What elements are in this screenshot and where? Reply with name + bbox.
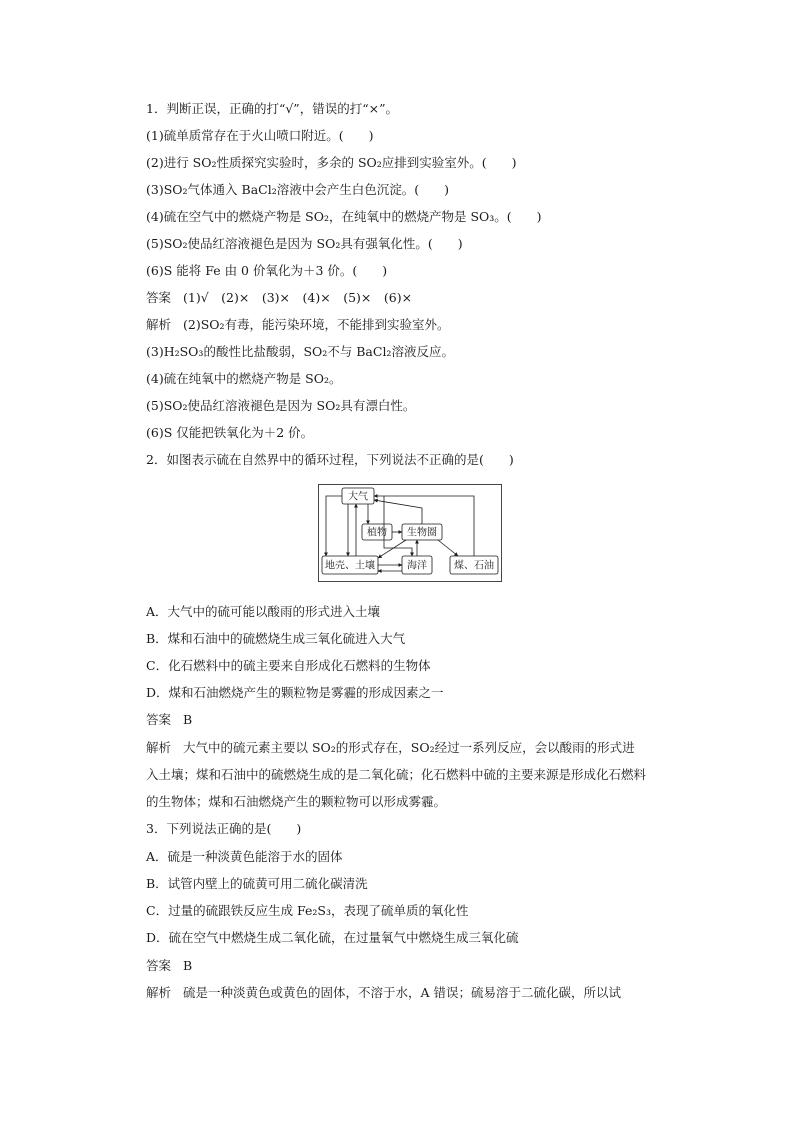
q2-option-a: A．大气中的硫可能以酸雨的形式进入土壤: [146, 604, 381, 619]
node-atmosphere: [342, 488, 374, 504]
q3-answer: [146, 958, 192, 974]
q1-analysis-line-3: (4)硫在纯氧中的燃烧产物是 SO₂。: [146, 371, 342, 386]
q1-item-6: (6)S 能将 Fe 由 0 价氧化为＋3 价。( ): [146, 263, 388, 278]
q1-analysis-line-4: (5)SO₂使品红溶液褪色是因为 SO₂具有漂白性。: [146, 398, 416, 413]
q2-analysis-first: [146, 740, 635, 756]
node-atmosphere-label: 大气: [348, 491, 368, 503]
analysis-label: 解析: [146, 317, 172, 332]
sulfur-cycle-diagram: [318, 484, 502, 582]
q2-title: 2．如图表示硫在自然界中的循环过程，下列说法不正确的是( ): [146, 452, 514, 467]
q3-option-b: B．试管内壁上的硫黄可用二硫化碳清洗: [146, 876, 368, 891]
q3-title: 3．下列说法正确的是( ): [146, 821, 302, 836]
q3-option-d: D．硫在空气中燃烧生成二氧化硫，在过量氧气中燃烧生成三氧化硫: [146, 930, 519, 945]
q1-item-2: (2)进行 SO₂性质探究实验时，多余的 SO₂应排到实验室外。( ): [146, 155, 517, 170]
q3-analysis-line-1: 硫是一种淡黄色或黄色的固体，不溶于水，A 错误；硫易溶于二硫化碳，所以试: [183, 985, 622, 1000]
node-coal-oil-label: 煤、石油: [454, 560, 494, 572]
q1-item-5: (5)SO₂使品红溶液褪色是因为 SO₂具有强氧化性。( ): [146, 236, 463, 251]
node-biosphere-label: 生物圈: [407, 527, 437, 539]
answer-label: 答案: [146, 290, 172, 305]
q3-analysis-first: [146, 985, 621, 1001]
node-crust-soil-label: 地壳、土壤: [325, 560, 375, 572]
analysis-label: 解析: [146, 740, 172, 755]
q1-analysis-line-1: (2)SO₂有毒，能污染环境，不能排到实验室外。: [183, 317, 450, 332]
q2-answer-text: B: [183, 712, 193, 727]
answer-label: 答案: [146, 712, 172, 727]
node-coal-oil: [450, 556, 498, 574]
q3-option-a: A．硫是一种淡黄色能溶于水的固体: [146, 849, 343, 864]
q2-analysis-line-3: 的生物体；煤和石油燃烧产生的颗粒物可以形成雾霾。: [146, 794, 447, 809]
q1-analysis-line-2: (3)H₂SO₃的酸性比盐酸弱，SO₂不与 BaCl₂溶液反应。: [146, 344, 454, 359]
q2-option-d: D．煤和石油燃烧产生的颗粒物是雾霾的形成因素之一: [146, 685, 444, 700]
q2-option-c: C．化石燃料中的硫主要来自形成化石燃料的生物体: [146, 658, 431, 673]
analysis-label: 解析: [146, 985, 172, 1000]
q1-item-1: (1)硫单质常存在于火山喷口附近。( ): [146, 128, 374, 143]
node-ocean: [402, 556, 432, 574]
answer-label: 答案: [146, 958, 172, 973]
q3-answer-text: B: [183, 958, 193, 973]
q1-analysis-first: [146, 317, 450, 333]
q1-answer-text: (1)√ (2)× (3)× (4)× (5)× (6)×: [183, 290, 413, 305]
node-crust-soil: [322, 556, 378, 574]
q2-analysis-line-2: 入土壤；煤和石油中的硫燃烧生成的是二氧化硫；化石燃料中硫的主要来源是形成化石燃料: [146, 767, 647, 782]
node-biosphere: [402, 524, 442, 540]
q2-analysis-line-1: 大气中的硫元素主要以 SO₂的形式存在，SO₂经过一系列反应，会以酸雨的形式进: [183, 740, 635, 755]
q2-option-b: B．煤和石油中的硫燃烧生成三氧化硫进入大气: [146, 631, 406, 646]
q1-answer: [146, 290, 412, 306]
node-plants-label: 植物: [367, 527, 387, 539]
q1-item-4: (4)硫在空气中的燃烧产物是 SO₂，在纯氧中的燃烧产物是 SO₃。( ): [146, 209, 542, 224]
q3-option-c: C．过量的硫跟铁反应生成 Fe₂S₃，表现了硫单质的氧化性: [146, 903, 469, 918]
q1-title: 1．判断正误，正确的打“√”，错误的打“×”。: [146, 101, 398, 116]
q1-analysis-line-5: (6)S 仅能把铁氧化为＋2 价。: [146, 425, 314, 440]
q2-answer: [146, 712, 192, 728]
q1-item-3: (3)SO₂气体通入 BaCl₂溶液中会产生白色沉淀。( ): [146, 182, 449, 197]
node-plants: [362, 524, 392, 540]
node-ocean-label: 海洋: [407, 560, 427, 572]
